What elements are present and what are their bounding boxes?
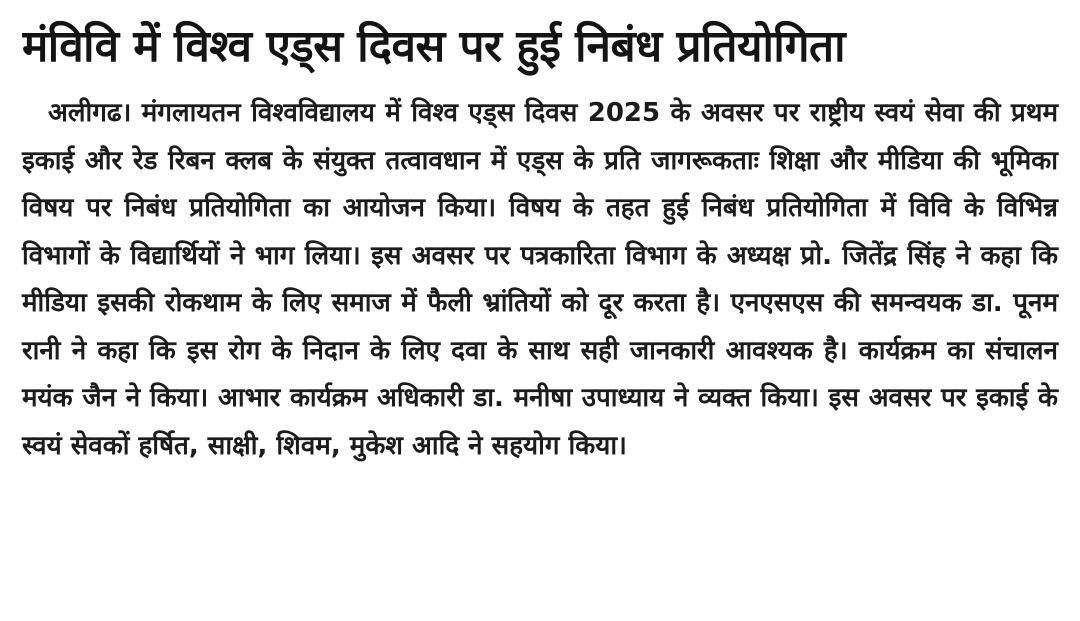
dateline: अलीगढ। <box>48 98 132 128</box>
headline: मंविवि में विश्व एड्स दिवस पर हुई निबंध प्रतियोगिता <box>22 21 846 72</box>
article-body <box>22 90 1058 470</box>
article-body-text: मंगलायतन विश्वविद्यालय में विश्व एड्स दिवस 2025 के अवसर पर राष्ट्रीय स्वयं सेवा की प्रथम इकाई और रेड रिबन क्लब के संयुक्त तत्वावधान में एड्स के प्रति जागरूकताः शिक्षा और मीडिया की भूमिका विषय पर निबंध प्रतियोगिता का आयोजन किया। विषय के तहत हुई निबंध प्रतियोगिता में विवि के विभिन्न विभागों के विद्यार्थियों ने भाग लिया। इस अवसर पर पत्रकारिता विभाग के अध्यक्ष प्रो. जितेंद्र सिंह ने कहा कि मीडिया इसकी रोकथाम के लिए समाज में फैली भ्रांतियों को दूर करता है। एनएसएस की समन्वयक डा. पूनम रानी ने कहा कि इस रोग के निदान के लिए दवा के साथ सही जानकारी आवश्यक है। कार्यक्रम का संचालन मयंक जैन ने किया। आभार कार्यक्रम अधिकारी डा. मनीषा उपाध्याय ने व्यक्त किया। इस अवसर पर इकाई के स्वयं सेवकों हर्षित, साक्षी, शिवम, मुकेश आदि ने सहयोग किया। <box>22 98 1058 461</box>
